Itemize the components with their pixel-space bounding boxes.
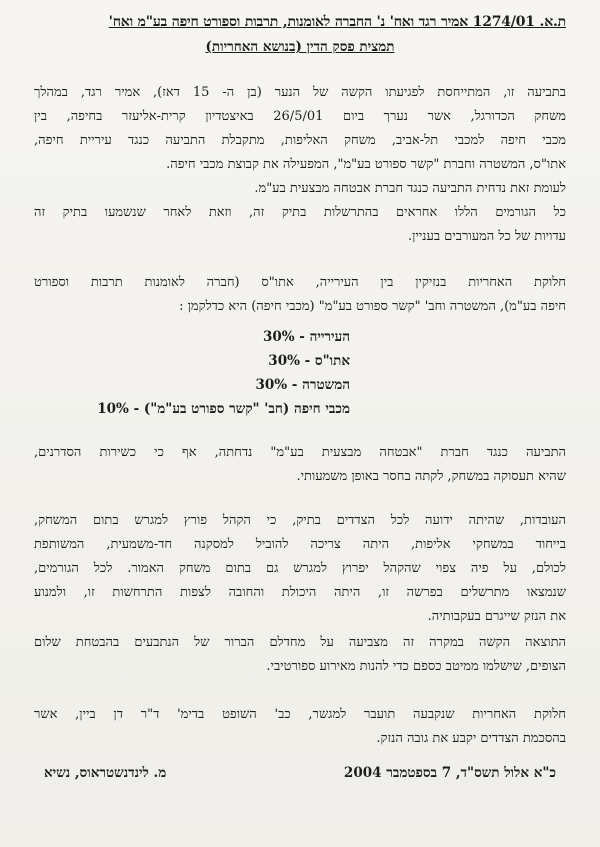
text-line: מכבי חיפה למכבי תל-אביב, משחק האליפות, מתקבלת התביעה כנגד עיריית חיפה, <box>34 133 566 148</box>
paragraph-allocation-intro <box>34 271 566 319</box>
text-line: התביעה כנגד חברת "אבטחה מבצעית בע"מ" נדחתה, אף כי כשירות הסדרנים, <box>34 445 566 460</box>
allocation-item: מכבי חיפה (חב' "קשר ספורט בע"מ") - 10% <box>97 401 350 417</box>
allocation-item: המשטרה - 30% <box>255 377 350 393</box>
text-line: חיפה בע"מ), המשטרה וחב' "קשר ספורט בע"מ" (מכבי חיפה) היא כדלקמן : <box>179 299 566 314</box>
text-line: אתו"ס, המשטרה וחברת "קשר ספורט בע"מ", המפעילה את קבוצת מכבי חיפה. <box>166 157 566 172</box>
paragraph-ruling <box>34 81 566 249</box>
case-title: ת.א. 1274/01 אמיר רגד ואח' נ' החברה לאומנות, תרבות וספורט חיפה בע"מ ואח' <box>108 14 566 30</box>
text-line: שנמצאו מתרשלים בפרשה זו, היתה היכולת והחובה לצפות התרחשות זו, ולמנוע <box>34 585 566 600</box>
text-line: הצופים, שישלמו ממיטב כספם כדי להנות מאירוע ספורטיבי. <box>266 659 566 674</box>
paragraph-outcome <box>34 631 566 679</box>
text-line: לעומת זאת נדחית התביעה כנגד חברת אבטחה מבצעית בע"מ. <box>254 181 566 196</box>
allocation-item: אתו"ס - 30% <box>268 353 350 369</box>
text-line: בהסכמת הצדדים יקבע את גובה הנזק. <box>376 731 566 746</box>
text-line: בתביעה זו, המתייחסת לפגיעתו הקשה של הנער (בן ה- 15 דאז), אמיר רגד, במהלך <box>34 85 566 100</box>
text-line: שהיא תעסוקה במשחק, לקתה בחסר באופן משמעותי. <box>296 469 566 484</box>
text-line: התוצאה הקשה במקרה זה מצביעה על מחדלם הברור של הנתבעים בהבטחת שלום <box>34 635 566 650</box>
judge-signature: מ. לינדנשטראוס, נשיא <box>44 765 167 781</box>
text-line: חלוקת האחריות בנזיקין בין העירייה, אתו"ס (חברה לאומנות תרבות וספורט <box>34 275 566 290</box>
liability-allocation-list <box>34 325 566 421</box>
text-line: בייחוד במשחקי אליפות, היתה צריכה להוביל למסקנה חד-משמעית, המשותפת <box>34 537 566 552</box>
text-line: משחק הכדורגל, אשר נערך ביום 26/5/01 באיצטדיון קרית-אליעזר בחיפה, בין <box>34 109 566 124</box>
text-line: חלוקת האחריות שנקבעה תועבר למגשר, כב' השופט בדימ' ד"ר דן ביין, אשר <box>34 707 566 722</box>
text-line: כל הגורמים הללו אחראים בהתרשלות בתיק זה, וזאת לאחר שנשמעו בתיק זה <box>34 205 566 220</box>
text-line: את הנזק שייגרם בעקבותיה. <box>427 609 566 624</box>
text-line: לכולם, על פיה צפוי שהקהל יפרוץ למגרש גם בתום משחק האמור. לכל הגורמים, <box>34 561 566 576</box>
ruling-date: כ"א אלול תשס"ד, 7 בספטמבר 2004 <box>343 765 556 781</box>
text-line: עדויות של כל המעורבים בעניין. <box>408 229 566 244</box>
paragraph-facts <box>34 509 566 629</box>
paragraph-dismissal <box>34 441 566 489</box>
allocation-item: העירייה - 30% <box>262 329 350 345</box>
paragraph-mediation <box>34 703 566 751</box>
text-line: העובדות, שהיתה ידועה לכל הצדדים בתיק, כי הקהל פורץ למגרש בתום המשחק, <box>34 513 566 528</box>
case-subtitle: תמצית פסק הדין (בנושא האחריות) <box>205 39 395 55</box>
